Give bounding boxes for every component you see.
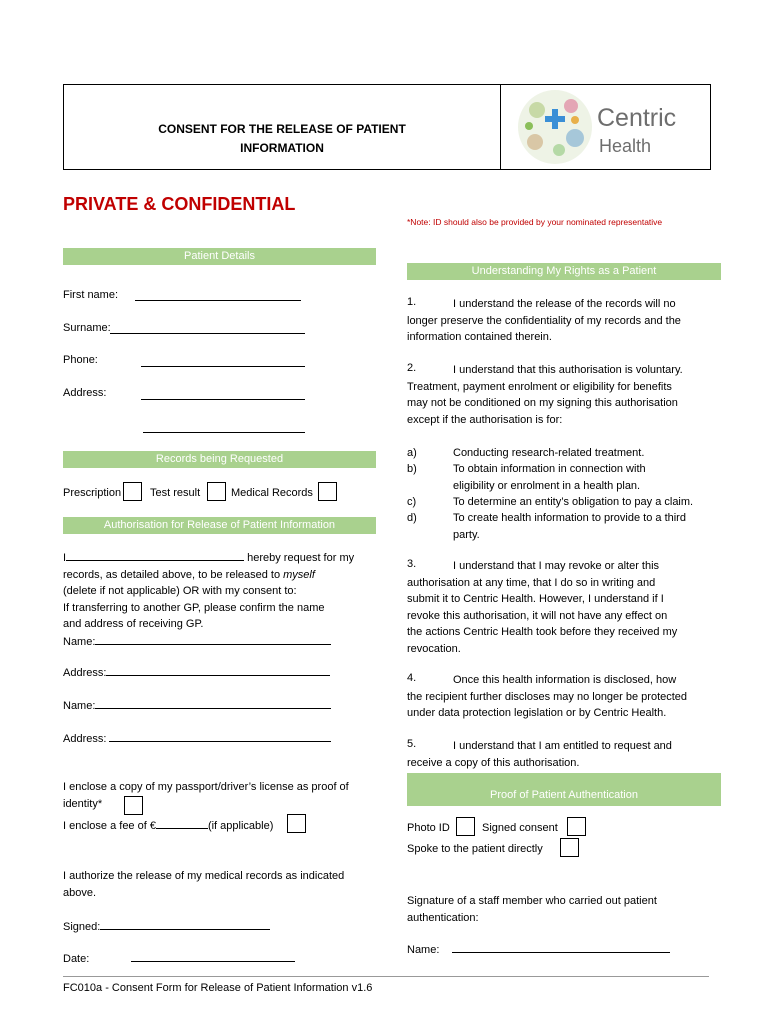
fee-amount-field[interactable]: [156, 817, 208, 829]
medical-records-label: Medical Records: [231, 487, 313, 499]
confidential-heading: PRIVATE & CONFIDENTIAL: [63, 194, 296, 214]
photo-id-label: Photo ID: [407, 822, 450, 834]
authorize-text: [63, 868, 344, 901]
item2-number: 2.: [407, 362, 417, 374]
sub-b-letter: b): [407, 463, 417, 475]
enclose-id-line1: I enclose a copy of my passport/driver’s license as proof of: [63, 781, 349, 793]
item3-line6: revocation.: [407, 642, 461, 655]
sub-a-text: Conducting research-related treatment.: [453, 447, 645, 459]
item2-line2: Treatment, payment enrolment or eligibility for benefits: [407, 380, 672, 393]
item2-line1: I understand that this authorisation is voluntary.: [453, 364, 683, 376]
gp-name-field-2[interactable]: [95, 697, 331, 709]
logo-circle-icon: [515, 88, 595, 166]
signed-row: [63, 918, 270, 936]
sub-b-text: [453, 461, 646, 494]
enclose-fee-row: [63, 817, 273, 835]
gp-name-field-1[interactable]: [95, 633, 331, 645]
staff-signature-text: [407, 893, 657, 926]
gp-address-field-1[interactable]: [106, 664, 330, 676]
rights-bar: Understanding My Rights as a Patient: [407, 263, 721, 280]
phone-field[interactable]: [141, 354, 305, 367]
enclose-id-line2: identity*: [63, 797, 103, 810]
footer-text: FC010a - Consent Form for Release of Patient Information v1.6: [63, 982, 373, 994]
signed-consent-checkbox[interactable]: [567, 817, 586, 836]
signed-consent-label: Signed consent: [482, 822, 558, 834]
gp-name-row-2: [63, 697, 331, 715]
authorisation-bar: Authorisation for Release of Patient Information: [63, 517, 376, 534]
authorisation-line4: If transferring to another GP, please confirm the name: [63, 601, 325, 614]
sub-c-text: To determine an entity’s obligation to pay a claim.: [453, 496, 694, 508]
requester-name-field[interactable]: [66, 549, 244, 561]
staff-signature-line1: Signature of a staff member who carried out patient: [407, 895, 657, 907]
spoke-checkbox[interactable]: [560, 838, 579, 857]
item5-line1: I understand that I am entitled to request and: [453, 740, 672, 752]
item3-line1: I understand that I may revoke or alter this: [453, 560, 660, 572]
gp-address-label-1: Address:: [63, 667, 107, 679]
phone-label: Phone:: [63, 354, 98, 366]
authorisation-request: hereby request for my: [244, 552, 355, 564]
signed-label: Signed:: [63, 921, 101, 933]
item5-text: [407, 738, 727, 771]
gp-name-label-2: Name:: [63, 700, 96, 712]
records-requested-bar: Records being Requested: [63, 451, 376, 468]
staff-name-label: Name:: [407, 944, 440, 956]
sub-a-letter: a): [407, 447, 417, 459]
page-title-line1: CONSENT FOR THE RELEASE OF PATIENT: [158, 122, 406, 136]
authorisation-line2: records, as detailed above, to be released to: [63, 568, 284, 581]
surname-label: Surname:: [63, 322, 111, 334]
item5-line2: receive a copy of this authorisation.: [407, 756, 580, 769]
item1-line2: longer preserve the confidentiality of my records and the: [407, 314, 681, 327]
prescription-checkbox[interactable]: [123, 482, 142, 501]
item2-text: [407, 362, 727, 428]
item1-line1: I understand the release of the records will no: [453, 298, 676, 310]
item3-line2: authorisation at any time, that I do so in writing and: [407, 576, 656, 589]
fee-checkbox[interactable]: [287, 814, 306, 833]
enclose-fee-label: I enclose a fee of €: [63, 820, 156, 832]
authorisation-i: I: [63, 552, 67, 564]
item1-line3: information contained therein.: [407, 331, 552, 343]
authorize-line2: above.: [63, 886, 97, 899]
item4-number: 4.: [407, 672, 417, 684]
page-title: [64, 120, 500, 158]
gp-address-field-2[interactable]: [109, 730, 331, 742]
enclose-fee-suffix: (if applicable): [207, 820, 274, 832]
authorisation-line5: and address of receiving GP.: [63, 618, 204, 630]
staff-signature-line2: authentication:: [407, 911, 479, 924]
date-field[interactable]: [131, 950, 295, 962]
authorisation-text: [63, 549, 383, 650]
spoke-label: Spoke to the patient directly: [407, 843, 543, 855]
sub-b-line2: eligibility or enrolment in a health plan.: [453, 479, 641, 492]
patient-details-bar: Patient Details: [63, 248, 376, 265]
staff-name-field[interactable]: [452, 941, 670, 953]
logo-text-health: Health: [599, 136, 652, 156]
logo-text-centric: Centric: [597, 104, 677, 132]
item4-line1: Once this health information is disclosed, how: [453, 674, 677, 686]
test-result-checkbox[interactable]: [207, 482, 226, 501]
item2-line4: except if the authorisation is for:: [407, 413, 563, 426]
page-title-line2: INFORMATION: [240, 141, 324, 155]
identity-checkbox[interactable]: [124, 796, 143, 815]
item1-text: [407, 296, 727, 346]
header-divider: [500, 84, 501, 169]
test-result-label: Test result: [150, 487, 201, 499]
gp-address-row-1: [63, 664, 330, 682]
id-note: *Note: ID should also be provided by your nominated representative: [407, 217, 663, 227]
sub-d-line2: party.: [453, 528, 480, 541]
gp-address-row-2: [63, 730, 331, 748]
authorisation-line3: (delete if not applicable) OR with my consent to:: [63, 585, 297, 597]
first-name-label: First name:: [63, 289, 119, 301]
centric-health-logo: [515, 88, 695, 166]
prescription-label: Prescription: [63, 487, 122, 499]
date-label: Date:: [63, 953, 90, 965]
sub-d-line1: To create health information to provide to a third: [453, 512, 686, 524]
enclose-id-text: [63, 779, 349, 812]
authorize-line1: I authorize the release of my medical records as indicated: [63, 870, 345, 882]
item4-line3: under data protection legislation or by Centric Health.: [407, 707, 667, 719]
item4-line2: the recipient further discloses may no longer be protected: [407, 690, 688, 703]
first-name-field[interactable]: [135, 288, 301, 301]
item3-line5: the actions Centric Health took before they received my: [407, 626, 678, 638]
footer-rule: [63, 976, 709, 977]
item5-number: 5.: [407, 738, 417, 750]
address-field-2[interactable]: [143, 420, 305, 433]
date-row: [63, 950, 295, 968]
sub-c-letter: c): [407, 496, 417, 508]
sub-d-text: [453, 510, 686, 543]
gp-address-label-2: Address:: [63, 733, 110, 745]
sub-d-letter: d): [407, 512, 417, 524]
item1-number: 1.: [407, 296, 417, 308]
item2-line3: may not be conditioned on my signing this authorisation: [407, 397, 678, 409]
gp-name-label-1: Name:: [63, 635, 96, 648]
surname-field[interactable]: [110, 321, 305, 334]
address-field-1[interactable]: [141, 387, 305, 400]
signed-field[interactable]: [100, 918, 270, 930]
staff-name-row: [407, 941, 670, 959]
proof-bar: Proof of Patient Authentication: [407, 773, 721, 806]
medical-records-checkbox[interactable]: [318, 482, 337, 501]
item3-text: [407, 558, 727, 657]
authorisation-myself: myself: [283, 568, 315, 581]
item3-line4: revoke this authorisation, it will not have any effect on: [407, 609, 668, 622]
item3-line3: submit it to Centric Health. However, I understand if I: [407, 593, 664, 605]
photo-id-checkbox[interactable]: [456, 817, 475, 836]
item4-text: [407, 672, 727, 722]
item3-number: 3.: [407, 558, 417, 570]
sub-b-line1: To obtain information in connection with: [453, 463, 646, 475]
address-label: Address:: [63, 387, 107, 399]
